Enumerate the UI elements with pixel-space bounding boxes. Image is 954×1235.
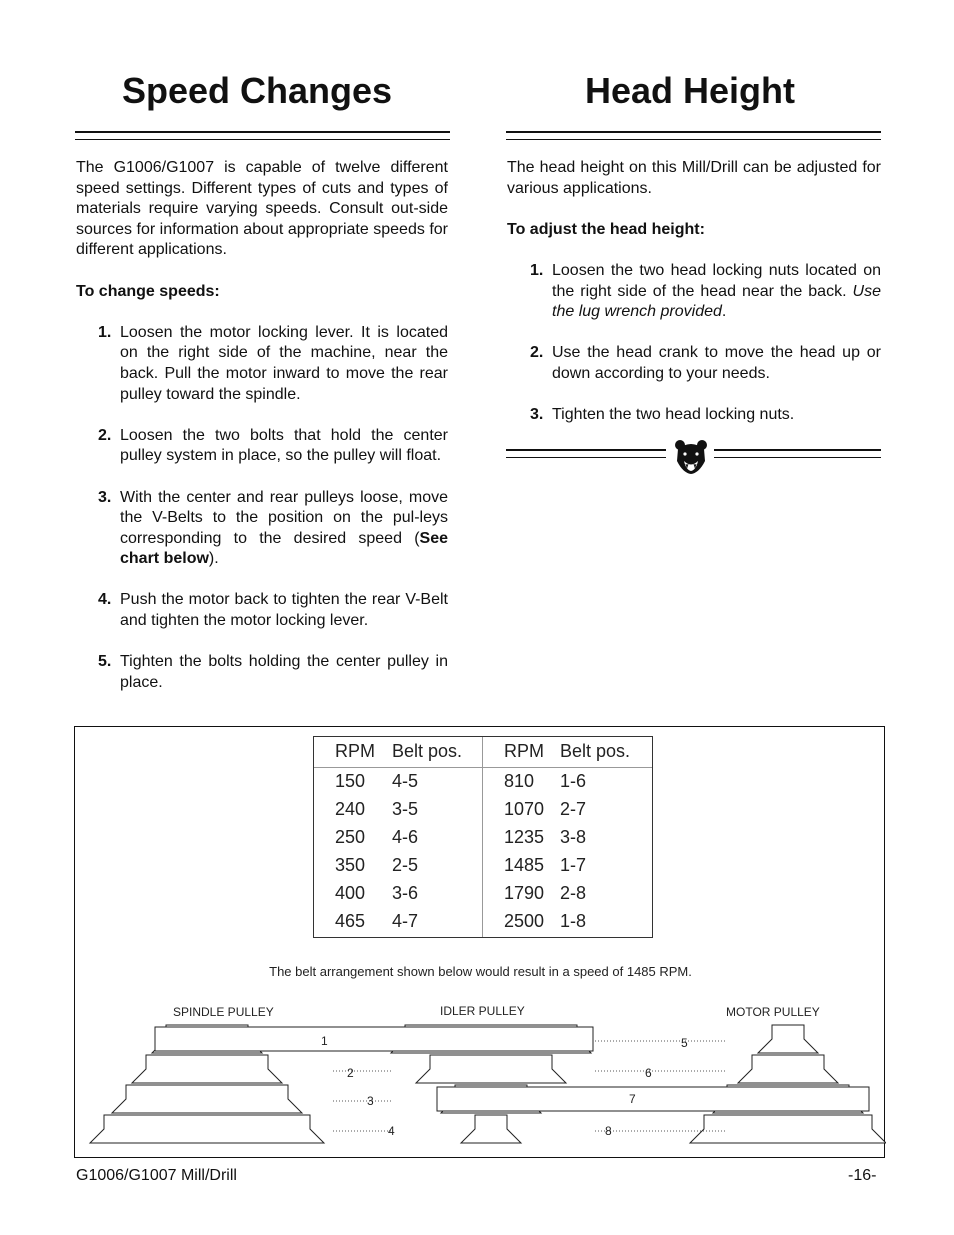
- belt-position-label: 7: [629, 1092, 636, 1106]
- belt-position-label: 5: [681, 1036, 688, 1050]
- belt-active-7: [437, 1087, 869, 1111]
- speed-table: [313, 736, 653, 938]
- title-rule-left: [75, 131, 450, 140]
- speed-changes-title: Speed Changes: [122, 70, 393, 111]
- table-header-rpm-2: RPM: [504, 741, 544, 761]
- pulley-diagram: [75, 997, 886, 1157]
- table-cell-rpm-2: 2500: [504, 911, 545, 931]
- table-cell-belt-2: 2-8: [560, 883, 587, 903]
- table-cell-belt-1: 4-5: [392, 771, 419, 791]
- table-cell-belt-1: 4-7: [392, 911, 419, 931]
- title-rule-right: [506, 131, 881, 140]
- belt-position-label: 8: [605, 1124, 612, 1138]
- motor-pulley-tier: [738, 1055, 838, 1083]
- end-rule-right: [714, 449, 881, 458]
- footer-page-number: -16-: [848, 1167, 877, 1184]
- table-cell-rpm-1: 250: [335, 827, 366, 847]
- head-height-section: [507, 158, 881, 426]
- speed-step-4: 4. Push the motor back to tighten the rear V-Belt and tighten the motor locking lever.: [98, 591, 448, 630]
- table-cell-rpm-2: 1070: [504, 799, 545, 819]
- table-cell-belt-2: 3-8: [560, 827, 587, 847]
- head-step-1: 1. Loosen the two head locking nuts located on the right side of the head near the back. Use the lug wrench provided.: [530, 261, 881, 321]
- speed-step-5: 5. Tighten the bolts holding the center pulley in place.: [98, 653, 448, 691]
- speed-step-3: 3. With the center and rear pulleys loose, move the V-Belts to the position on the pul-leys corresponding to the desired speed (See chart below).: [98, 488, 448, 568]
- belt-position-label: 6: [645, 1066, 652, 1080]
- table-cell-rpm-1: 465: [335, 911, 366, 931]
- table-cell-rpm-1: 240: [335, 799, 366, 819]
- table-cell-rpm-2: 1235: [504, 827, 545, 847]
- belt-speed-chart: [74, 726, 885, 1158]
- speed-changes-section: [76, 158, 448, 693]
- table-header-rule: [314, 767, 652, 768]
- table-cell-belt-2: 1-8: [560, 911, 587, 931]
- spindle-pulley-tier: [132, 1055, 282, 1083]
- belt-position-label: 4: [388, 1124, 395, 1138]
- head-height-title: Head Height: [585, 70, 796, 111]
- idler-pulley-label: IDLER PULLEY: [440, 1004, 525, 1018]
- table-cell-belt-1: 4-6: [392, 827, 419, 847]
- table-cell-rpm-2: 810: [504, 771, 535, 791]
- idler-pulley-tier: [461, 1115, 521, 1143]
- motor-pulley-label: MOTOR PULLEY: [726, 1005, 820, 1019]
- table-header-belt-1: Belt pos.: [392, 741, 463, 761]
- table-cell-belt-2: 2-7: [560, 799, 587, 819]
- head-step-3: 3. Tighten the two head locking nuts.: [530, 406, 795, 424]
- bear-head-icon: [672, 437, 710, 475]
- table-cell-belt-1: 2-5: [392, 855, 419, 875]
- table-header-rpm-1: RPM: [335, 741, 375, 761]
- table-cell-belt-2: 1-7: [560, 855, 587, 875]
- table-cell-rpm-2: 1790: [504, 883, 545, 903]
- head-intro: The head height on this Mill/Drill can be adjusted for various applications.: [507, 159, 881, 197]
- spindle-pulley-tier: [112, 1085, 302, 1113]
- belt-position-label: 2: [347, 1066, 354, 1080]
- belt-position-label: 3: [367, 1094, 374, 1108]
- table-cell-rpm-1: 400: [335, 883, 366, 903]
- table-cell-rpm-1: 350: [335, 855, 366, 875]
- table-cell-belt-2: 1-6: [560, 771, 587, 791]
- motor-pulley-tier: [690, 1115, 886, 1143]
- idler-pulley-tier: [416, 1055, 566, 1083]
- speed-steps: [76, 323, 448, 694]
- table-cell-belt-1: 3-5: [392, 799, 419, 819]
- end-rule-left: [506, 449, 666, 458]
- footer-model: G1006/G1007 Mill/Drill: [76, 1167, 237, 1184]
- spindle-pulley-tier: [90, 1115, 324, 1143]
- table-cell-belt-1: 3-6: [392, 883, 419, 903]
- head-subhead: To adjust the head height:: [507, 220, 705, 238]
- motor-pulley-tier: [758, 1025, 818, 1053]
- table-cell-rpm-1: 150: [335, 771, 366, 791]
- diagram-caption: The belt arrangement shown below would result in a speed of 1485 RPM.: [269, 964, 692, 979]
- head-steps: [507, 261, 881, 426]
- table-cell-rpm-2: 1485: [504, 855, 545, 875]
- section-end-rule: [506, 437, 881, 475]
- speed-subhead: To change speeds:: [76, 282, 220, 300]
- table-header-belt-2: Belt pos.: [560, 741, 631, 761]
- spindle-pulley-label: SPINDLE PULLEY: [173, 1005, 274, 1019]
- speed-step-2: 2. Loosen the two bolts that hold the center pulley system in place, so the pulley will float.: [98, 426, 448, 465]
- head-step-2: 2. Use the head crank to move the head up or down according to your needs.: [530, 344, 881, 382]
- belt-active-1: [155, 1027, 593, 1051]
- speed-step-1: 1. Loosen the motor locking lever. It is located on the right side of the machine, near the back. Pull the motor inward to move the rear pulley toward the spindle.: [98, 323, 448, 403]
- belt-position-label: 1: [321, 1034, 328, 1048]
- speed-intro: The G1006/G1007 is capable of twelve different speed settings. Different types of cuts and types of materials require varying speeds. Consult out-side sources for information about appropriate speeds for different applications.: [76, 159, 448, 259]
